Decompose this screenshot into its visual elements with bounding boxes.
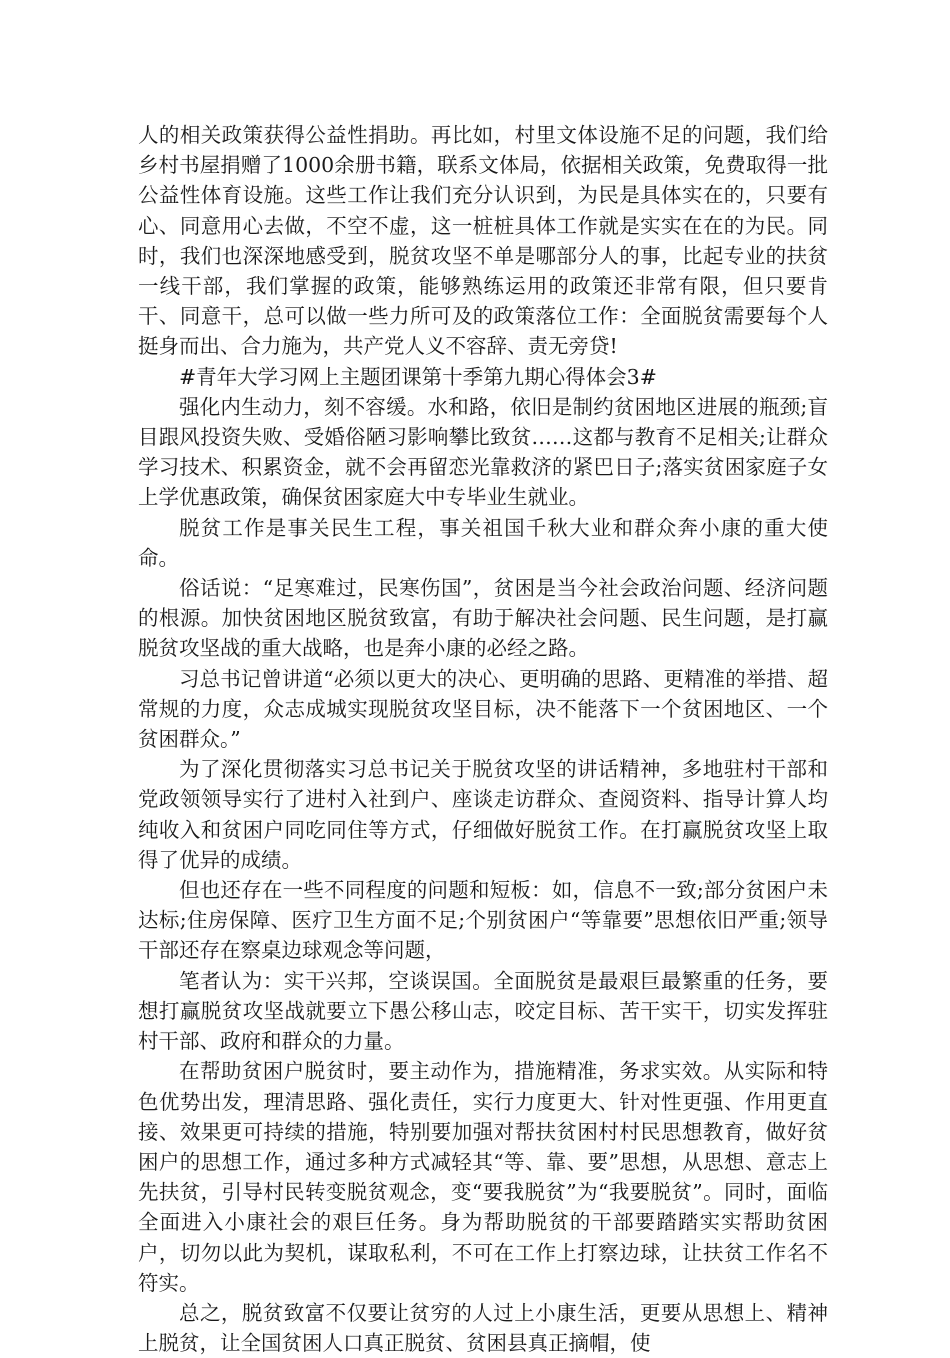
paragraph: 为了深化贯彻落实习总书记关于脱贫攻坚的讲话精神，多地驻村干部和党政领领导实行了进村入社到户、座谈走访群众、查阅资料、指导计算人均纯收入和贫困户同吃同住等方式，仔细做好脱贫工作。在打赢脱贫攻坚上取得了优异的成绩。 (138, 757, 828, 872)
paragraph: 习总书记曾讲道“必须以更大的决心、更明确的思路、更精准的举措、超常规的力度，众志成城实现脱贫攻坚目标，决不能落下一个贫困地区、一个贫困群众。” (138, 666, 828, 752)
paragraph: 但也还存在一些不同程度的问题和短板：如，信息不一致;部分贫困户未达标;住房保障、医疗卫生方面不足;个别贫困户“等靠要”思想依旧严重;领导干部还存在察桌边球观念等问题， (138, 878, 828, 963)
paragraph: 笔者认为：实干兴邦，空谈误国。全面脱贫是最艰巨最繁重的任务，要想打赢脱贫攻坚战就要立下愚公移山志，咬定目标、苦干实干，切实发挥驻村干部、政府和群众的力量。 (138, 968, 828, 1054)
section-heading: #青年大学习网上主题团课第十季第九期心得体会3# (179, 364, 657, 389)
paragraph: 脱贫工作是事关民生工程，事关祖国千秋大业和群众奔小康的重大使命。 (138, 515, 828, 570)
paragraph: 总之，脱贫致富不仅要让贫穷的人过上小康生活，更要从思想上、精神上脱贫，让全国贫困人口真正脱贫、贫困县真正摘帽，使 (138, 1300, 828, 1356)
paragraph-continued: 人的相关政策获得公益性捐助。再比如，村里文体设施不足的问题，我们给乡村书屋捐赠了1000余册书籍，联系文体局，依据相关政策，免费取得一批公益性体育设施。这些工作让我们充分认识到，为民是具体实在的，只要有心、同意用心去做，不空不虚，这一桩桩具体工作就是实实在在的为民。同时，我们也深深地感受到，脱贫攻坚不单是哪部分人的事，比起专业的扶贫一线干部，我们掌握的政策，能够熟练运用的政策还非常有限，但只要肯干、同意干，总可以做一些力所可及的政策落位工作：全面脱贫需要每个人挺身而出、合力施为，共产党人义不容辞、责无旁贷! (138, 123, 828, 359)
paragraph: 强化内生动力，刻不容缓。水和路，依旧是制约贫困地区进展的瓶颈;盲目跟风投资失败、受婚俗陋习影响攀比致贫……这都与教育不足相关;让群众学习技术、积累资金，就不会再留恋光靠救济的紧巴日子;落实贫困家庭子女上学优惠政策，确保贫困家庭大中专毕业生就业。 (138, 394, 828, 510)
paragraph: 俗话说：“足寒难过，民寒伤国”，贫困是当今社会政治问题、经济问题的根源。加快贫困地区脱贫致富，有助于解决社会问题、民生问题，是打赢脱贫攻坚战的重大战略，也是奔小康的必经之路。 (138, 576, 828, 661)
document-body (138, 120, 828, 1358)
paragraph: 在帮助贫困户脱贫时，要主动作为，措施精准，务求实效。从实际和特色优势出发，理清思路、强化责任，实行力度更大、针对性更强、作用更直接、效果更可持续的措施，特别要加强对帮扶贫困村村民思想教育，做好贫困户的思想工作，通过多种方式减轻其“等、靠、要”思想，从思想、意志上先扶贫，引导村民转变脱贫观念，变“要我脱贫”为“我要脱贫”。同时，面临全面进入小康社会的艰巨任务。身为帮助脱贫的干部要踏踏实实帮助贫困户，切勿以此为契机，谋取私利，不可在工作上打察边球，让扶贫工作名不符实。 (138, 1059, 828, 1295)
